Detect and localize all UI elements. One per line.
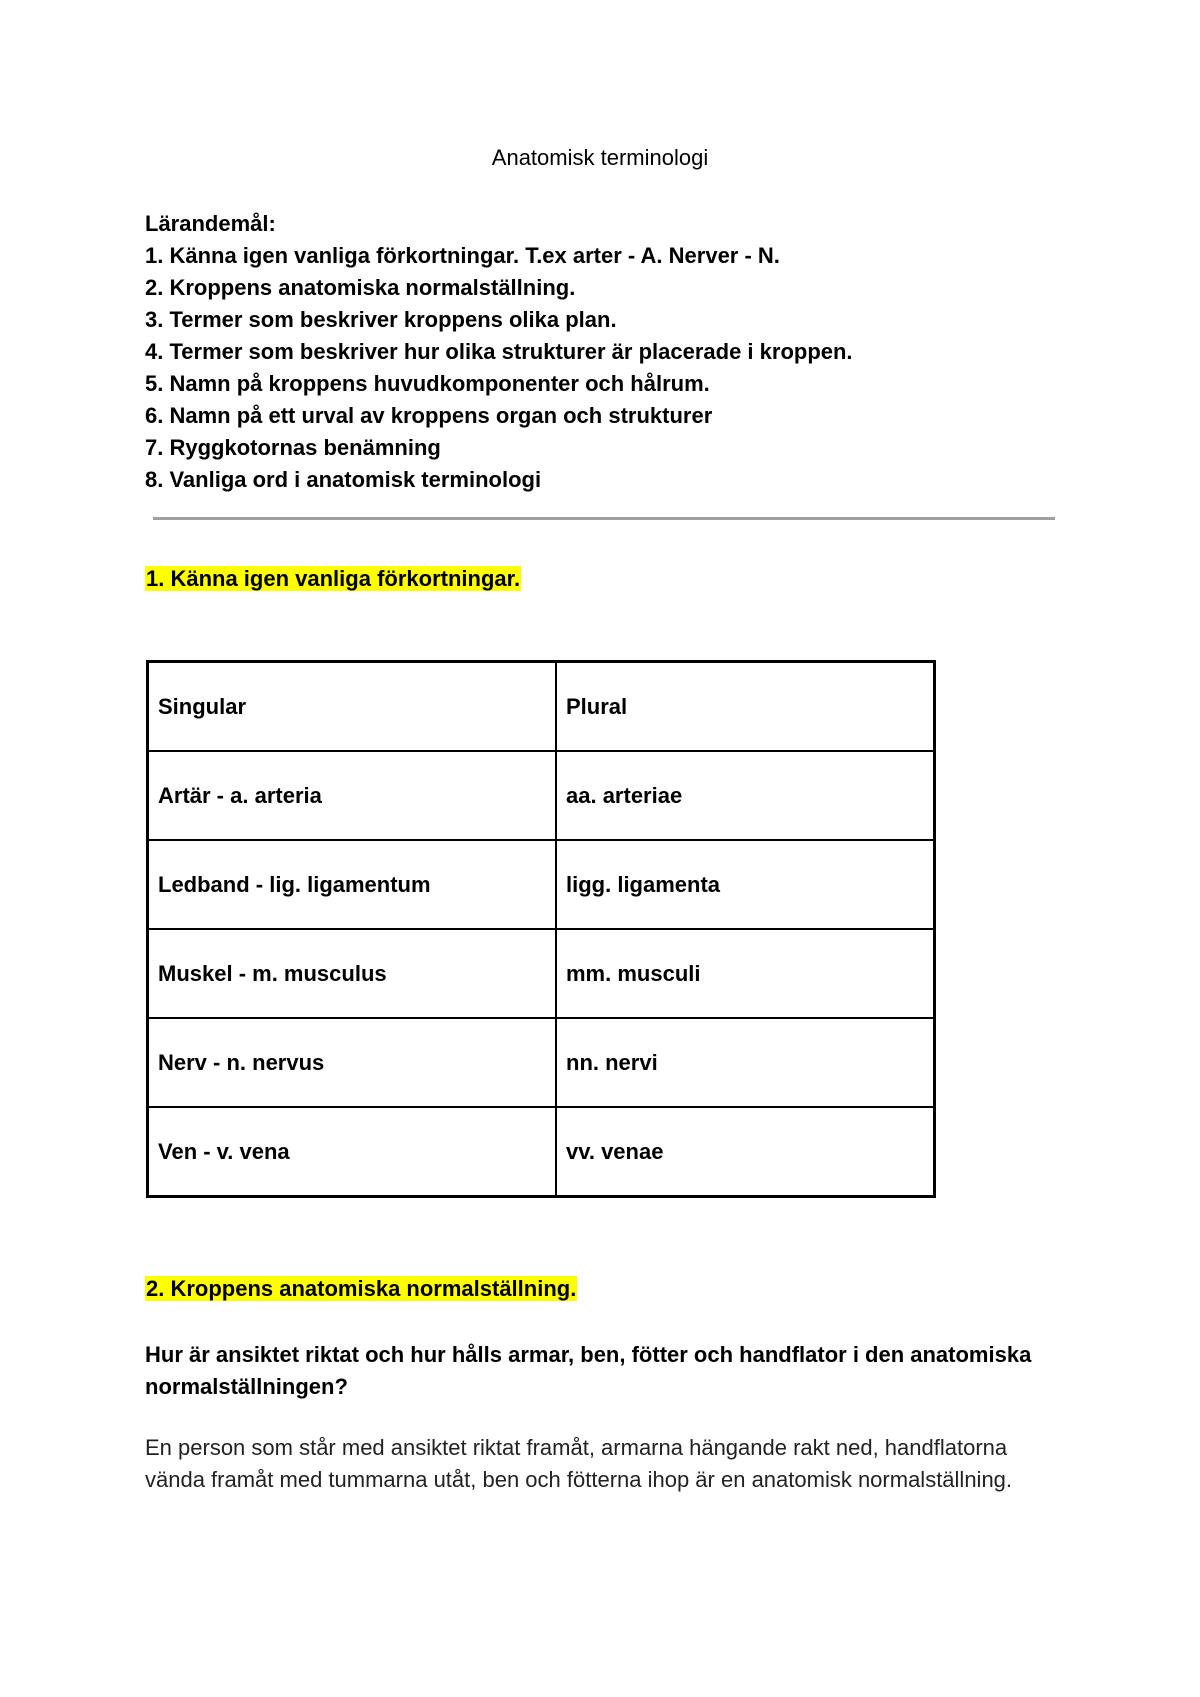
section-2-heading xyxy=(145,1275,577,1303)
table-row xyxy=(148,1018,935,1107)
table-header-row xyxy=(148,662,935,752)
learning-objectives xyxy=(145,208,853,496)
answer-text: En person som står med ansiktet riktat framåt, armarna hängande rakt ned, handflatorna vända framåt med tummarna utåt, ben och fötterna ihop är en anatomisk normalställning. xyxy=(145,1435,1013,1492)
section-1-heading-text: 1. Känna igen vanliga förkortningar. xyxy=(146,566,521,591)
objective-item: 2. Kroppens anatomiska normalställning. xyxy=(145,275,576,300)
objective-item: 3. Termer som beskriver kroppens olika plan. xyxy=(145,307,617,332)
horizontal-divider xyxy=(153,517,1055,520)
objective-item: 8. Vanliga ord i anatomisk terminologi xyxy=(145,467,542,492)
table-row xyxy=(148,751,935,840)
cell-singular: Nerv - n. nervus xyxy=(148,1018,557,1107)
cell-singular: Artär - a. arteria xyxy=(148,751,557,840)
abbreviations-table xyxy=(146,660,936,1198)
section-1-heading xyxy=(145,565,521,593)
page-title: Anatomisk terminologi xyxy=(491,145,709,170)
table-row xyxy=(148,1107,935,1197)
cell-plural: ligg. ligamenta xyxy=(556,840,935,929)
cell-singular: Ledband - lig. ligamentum xyxy=(148,840,557,929)
header-plural: Plural xyxy=(556,662,935,752)
question-text: Hur är ansiktet riktat och hur hålls armar, ben, fötter och handflator i den anatomiska normalställningen? xyxy=(145,1342,1032,1399)
cell-singular: Muskel - m. musculus xyxy=(148,929,557,1018)
objectives-list xyxy=(145,240,853,496)
table-row xyxy=(148,840,935,929)
objectives-heading: Lärandemål: xyxy=(145,211,276,236)
table-row xyxy=(148,929,935,1018)
cell-plural: aa. arteriae xyxy=(556,751,935,840)
objective-item: 5. Namn på kroppens huvudkomponenter och hålrum. xyxy=(145,371,710,396)
cell-plural: mm. musculi xyxy=(556,929,935,1018)
section-2-heading-text: 2. Kroppens anatomiska normalställning. xyxy=(146,1276,577,1301)
header-singular: Singular xyxy=(148,662,557,752)
cell-singular: Ven - v. vena xyxy=(148,1107,557,1197)
objective-item: 6. Namn på ett urval av kroppens organ och strukturer xyxy=(145,403,713,428)
objective-item: 7. Ryggkotornas benämning xyxy=(145,435,441,460)
objective-item: 4. Termer som beskriver hur olika strukturer är placerade i kroppen. xyxy=(145,339,853,364)
objective-item: 1. Känna igen vanliga förkortningar. T.ex arter - A. Nerver - N. xyxy=(145,243,780,268)
cell-plural: vv. venae xyxy=(556,1107,935,1197)
cell-plural: nn. nervi xyxy=(556,1018,935,1107)
